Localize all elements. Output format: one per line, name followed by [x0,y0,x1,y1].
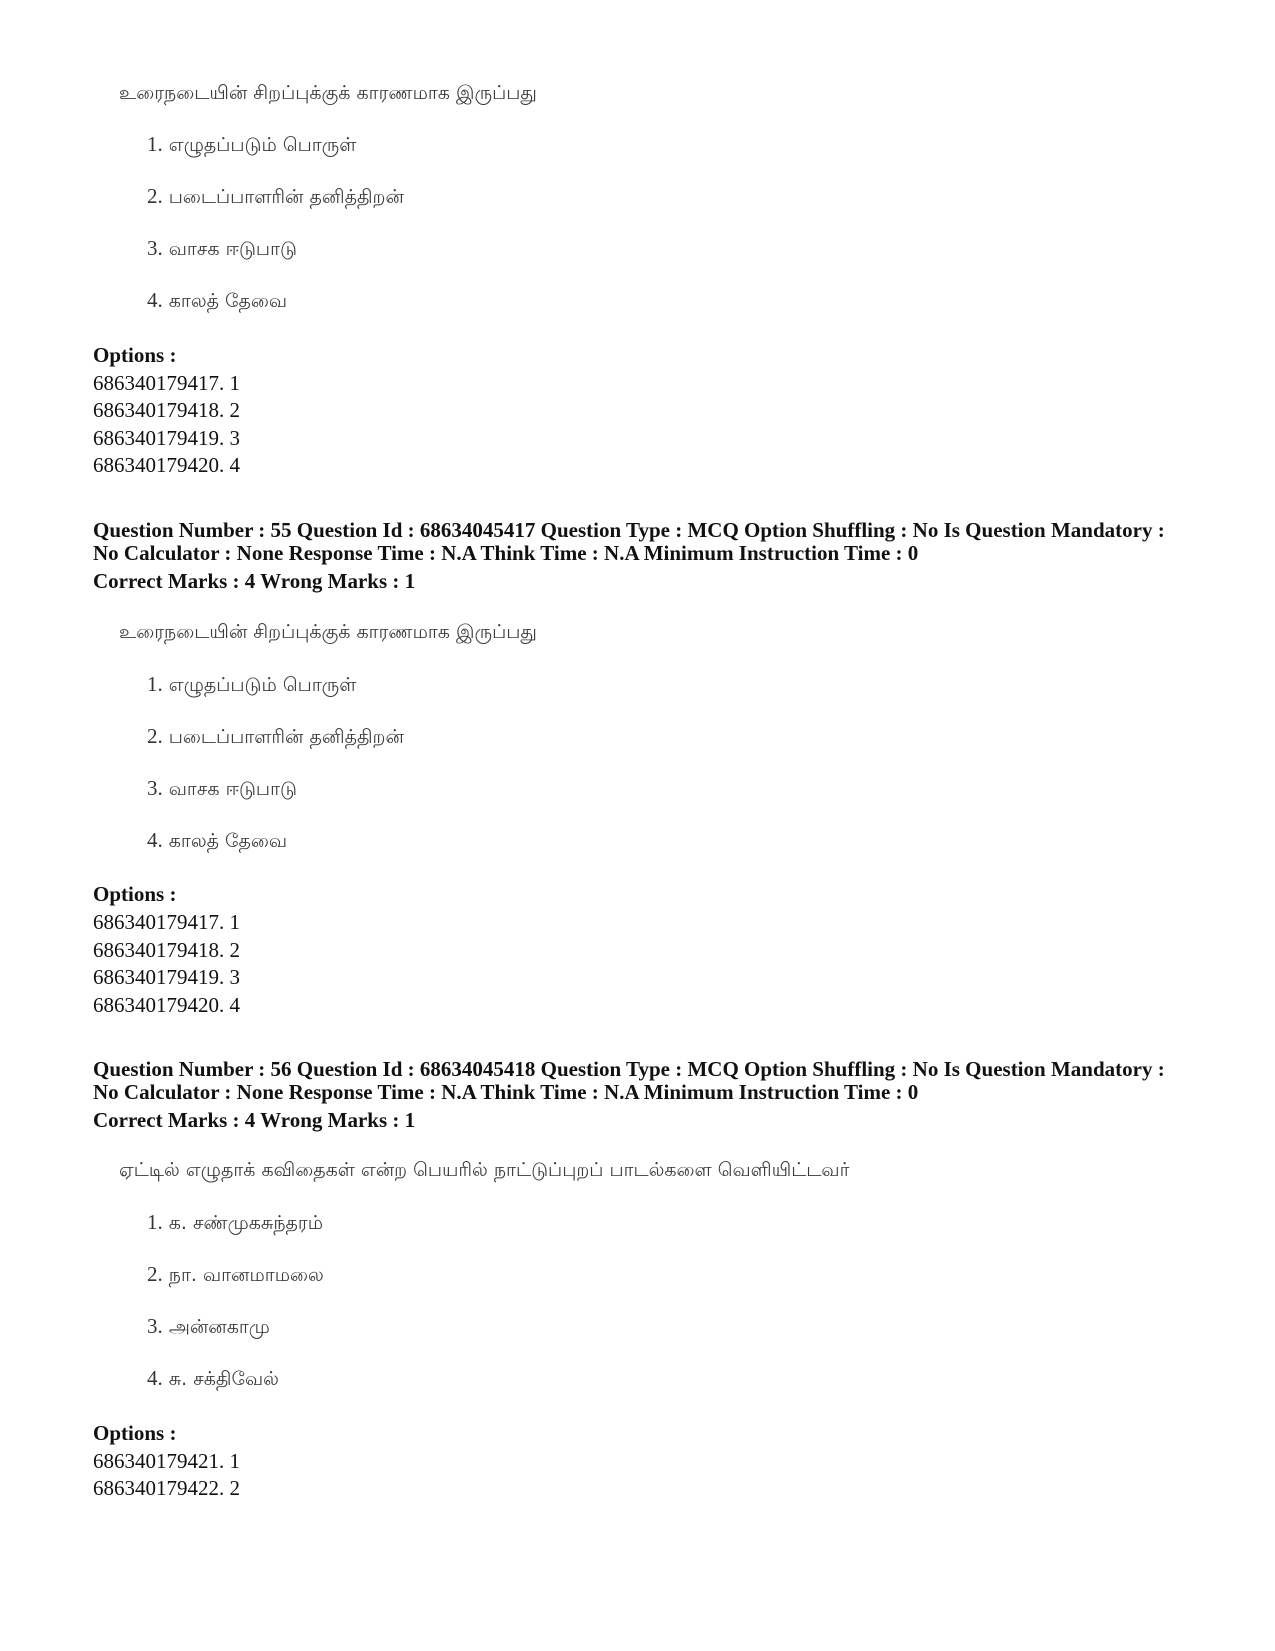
options-heading: Options : [93,343,177,367]
question-text: ஏட்டில் எழுதாக் கவிதைகள் என்ற பெயரில் நாட்டுப்புறப் பாடல்களை வெளியிட்டவர் [119,1159,850,1181]
option-line: 686340179419. 3 [93,965,240,989]
question-meta-line-1: Question Number : 55 Question Id : 68634045417 Question Type : MCQ Option Shuffling : No Is Question Mandatory : [93,518,1165,542]
choice-1: 1. க. சண்முகசுந்தரம் [147,1210,323,1234]
choice-3: 3. அன்னகாமு [147,1314,270,1338]
question-marks: Correct Marks : 4 Wrong Marks : 1 [93,569,416,593]
question-text: உரைநடையின் சிறப்புக்குக் காரணமாக இருப்பது [119,621,537,643]
question-text: உரைநடையின் சிறப்புக்குக் காரணமாக இருப்பது [119,82,537,104]
option-line: 686340179422. 2 [93,1476,240,1500]
question-meta-line-2: No Calculator : None Response Time : N.A Think Time : N.A Minimum Instruction Time : 0 [93,541,919,565]
option-line: 686340179417. 1 [93,371,240,395]
options-heading: Options : [93,1421,177,1445]
option-line: 686340179419. 3 [93,426,240,450]
question-meta-line-1: Question Number : 56 Question Id : 68634045418 Question Type : MCQ Option Shuffling : No Is Question Mandatory : [93,1057,1165,1081]
choice-2: 2. படைப்பாளரின் தனித்திறன் [147,724,404,748]
choice-1: 1. எழுதப்படும் பொருள் [147,132,357,156]
choice-1: 1. எழுதப்படும் பொருள் [147,672,357,696]
question-meta-line-2: No Calculator : None Response Time : N.A Think Time : N.A Minimum Instruction Time : 0 [93,1080,919,1104]
choice-2: 2. நா. வானமாமலை [147,1262,324,1286]
choice-4: 4. காலத் தேவை [147,828,288,852]
option-line: 686340179418. 2 [93,398,240,422]
options-heading: Options : [93,882,177,906]
option-line: 686340179417. 1 [93,910,240,934]
option-line: 686340179420. 4 [93,453,240,477]
option-line: 686340179421. 1 [93,1449,240,1473]
choice-3: 3. வாசக ஈடுபாடு [147,776,297,800]
choice-2: 2. படைப்பாளரின் தனித்திறன் [147,184,404,208]
option-line: 686340179420. 4 [93,993,240,1017]
choice-4: 4. சு. சக்திவேல் [147,1366,279,1390]
choice-3: 3. வாசக ஈடுபாடு [147,236,297,260]
question-marks: Correct Marks : 4 Wrong Marks : 1 [93,1108,416,1132]
choice-4: 4. காலத் தேவை [147,288,288,312]
option-line: 686340179418. 2 [93,938,240,962]
